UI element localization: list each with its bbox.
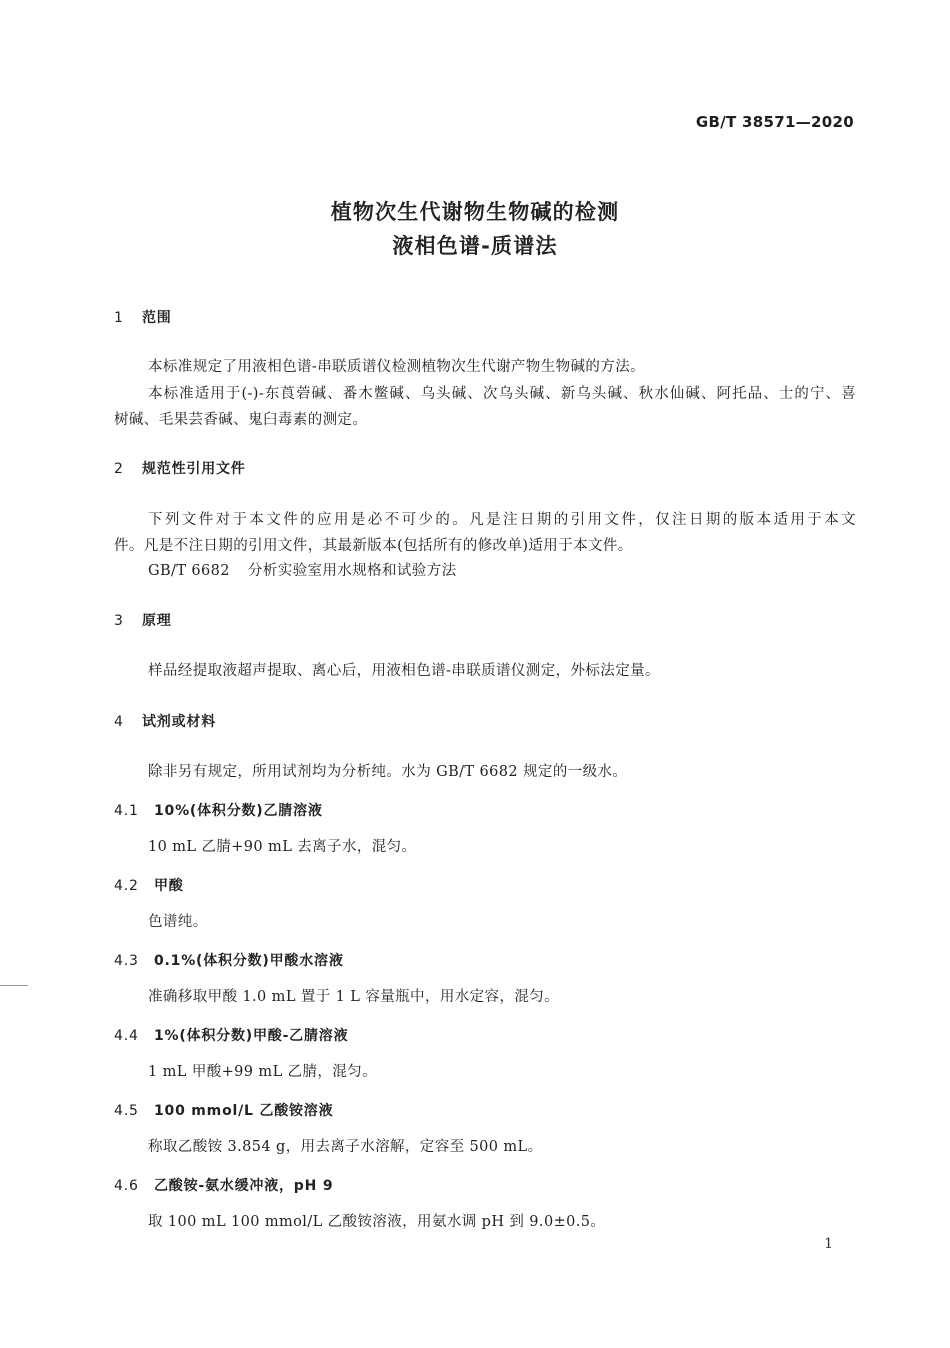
paragraph-line: 下列文件对于本文件的应用是必不可少的。凡是注日期的引用文件，仅注日期的版本适用于本文 [148,512,856,528]
section-3-heading [114,610,172,630]
scan-edge-mark [0,985,28,986]
paragraph-line: 件。凡是不注日期的引用文件，其最新版本(包括所有的修改单)适用于本文件。 [114,538,633,554]
section-number: 2 [114,461,124,477]
subsection-number: 4.4 [114,1028,139,1044]
subsection-text: 取 100 mL 100 mmol/L 乙酸铵溶液，用氨水调 pH 到 9.0±0.5。 [148,1214,606,1230]
document-title-line2: 液相色谱-质谱法 [392,234,558,258]
subsection-4-5-heading [114,1100,333,1120]
reference-title: 分析实验室用水规格和试验方法 [247,563,457,579]
subsection-title: 0.1%(体积分数)甲酸水溶液 [154,953,344,969]
section-1-heading [114,307,172,327]
subsection-title: 乙酸铵-氨水缓冲液，pH 9 [154,1178,334,1194]
subsection-number: 4.3 [114,953,139,969]
subsection-4-4-heading [114,1025,348,1045]
page-number: 1 [824,1236,833,1252]
subsection-title: 100 mmol/L 乙酸铵溶液 [154,1103,334,1119]
section-title: 原理 [142,613,172,629]
section-number: 4 [114,714,124,730]
section-title: 规范性引用文件 [142,461,246,477]
section-2-heading [114,458,246,478]
reference-code: GB/T 6682 [148,563,230,579]
paragraph: 本标准规定了用液相色谱-串联质谱仪检测植物次生代谢产物生物碱的方法。 [148,359,645,375]
subsection-text: 准确移取甲酸 1.0 mL 置于 1 L 容量瓶中，用水定容，混匀。 [148,989,560,1005]
paragraph-line: 树碱、毛果芸香碱、鬼臼毒素的测定。 [114,412,368,428]
subsection-4-3-heading [114,950,344,970]
section-title: 范围 [142,310,172,326]
subsection-title: 1%(体积分数)甲酸-乙腈溶液 [154,1028,349,1044]
standard-number: GB/T 38571—2020 [695,113,854,131]
paragraph-line: 本标准适用于(-)-东莨菪碱、番木鳖碱、乌头碱、次乌头碱、新乌头碱、秋水仙碱、阿托品、士的宁、喜 [148,386,856,402]
section-number: 3 [114,613,124,629]
subsection-4-1-heading [114,800,323,820]
subsection-number: 4.5 [114,1103,139,1119]
normative-reference [148,560,457,582]
subsection-title: 甲酸 [154,878,184,894]
subsection-number: 4.2 [114,878,139,894]
subsection-text: 称取乙酸铵 3.854 g，用去离子水溶解，定容至 500 mL。 [148,1139,543,1155]
paragraph: 样品经提取液超声提取、离心后，用液相色谱-串联质谱仪测定，外标法定量。 [148,663,660,679]
paragraph: 除非另有规定，所用试剂均为分析纯。水为 GB/T 6682 规定的一级水。 [148,764,628,780]
section-title: 试剂或材料 [142,714,216,730]
section-number: 1 [114,310,124,326]
subsection-number: 4.6 [114,1178,139,1194]
subsection-text: 色谱纯。 [148,914,208,930]
subsection-4-2-heading [114,875,184,895]
subsection-text: 1 mL 甲酸+99 mL 乙腈，混匀。 [148,1064,378,1080]
section-4-heading [114,711,216,731]
subsection-title: 10%(体积分数)乙腈溶液 [154,803,323,819]
subsection-4-6-heading [114,1175,333,1195]
document-title-line1: 植物次生代谢物生物碱的检测 [330,200,620,224]
subsection-number: 4.1 [114,803,139,819]
subsection-text: 10 mL 乙腈+90 mL 去离子水，混匀。 [148,839,417,855]
